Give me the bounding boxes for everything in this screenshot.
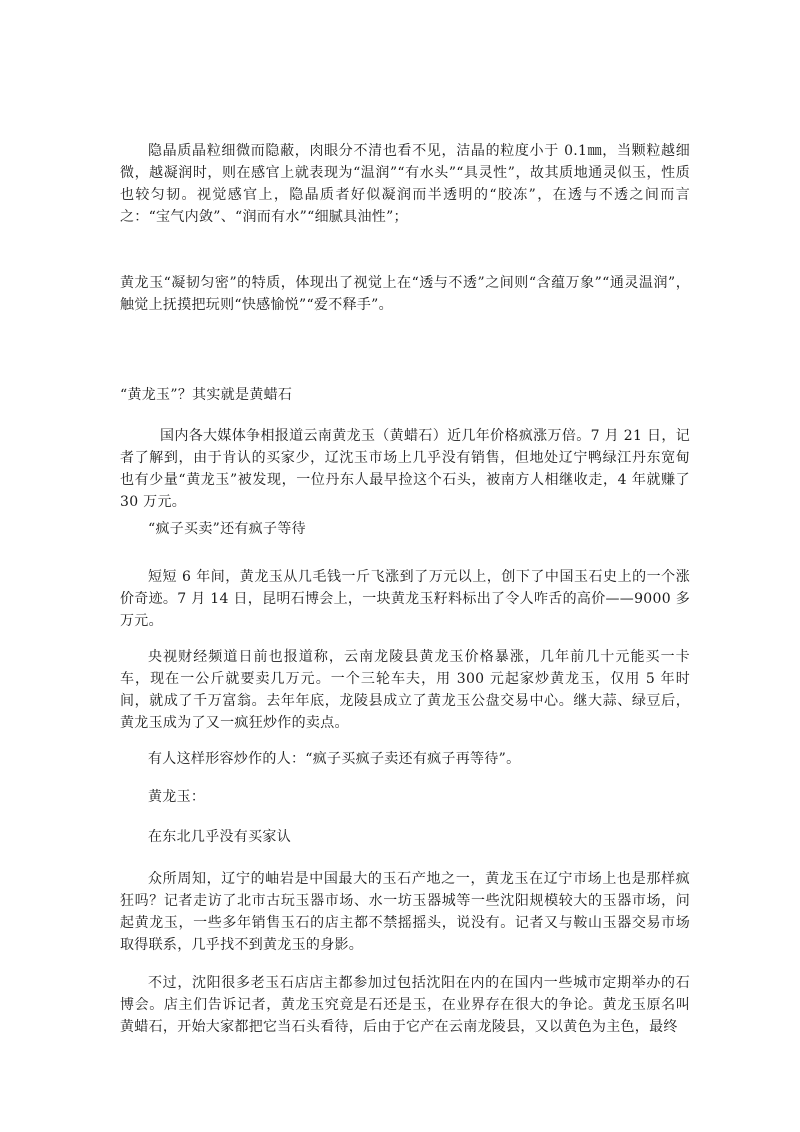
paragraph-crystal-grain: 隐晶质晶粒细微而隐蔽，肉眼分不清也看不见，洁晶的粒度小于 0.1㎜，当颗粒越细微，越凝润时，则在感官上就表现为“温润”“有水头”“具灵性”，故其质地通灵似玉，性质也较匀韧。视觉感官上，隐晶质者好似凝润而半透明的“胶冻”，在透与不透之间而言之：“宝气内敛”、“润而有水”“细腻具油性”； [120, 143, 690, 225]
paragraph-price-miracle: 短短 6 年间，黄龙玉从几毛钱一斤飞涨到了万元以上，创下了中国玉石史上的一个涨价奇迹。7 月 14 日，昆明石博会上，一块黄龙玉籽料标出了令人咋舌的高价——9000 多万元。 [120, 569, 690, 629]
paragraph-cctv-report: 央视财经频道日前也报道称，云南龙陵县黄龙玉价格暴涨，几年前几十元能买一卡车，现在一公斤就要卖几万元。一个三轮车夫，用 300 元起家炒黄龙玉，仅用 5 年时间，就成了千万富翁。去年年底，龙陵县成立了黄龙玉公盘交易中心。继大蒜、绿豆后，黄龙玉成为了又一疯狂炒作的卖点。 [120, 649, 690, 731]
section-heading-huanglaishi: “黄龙玉”？其实就是黄蜡石 [120, 387, 293, 403]
section-heading-northeast: 在东北几乎没有买家认 [148, 829, 291, 845]
paragraph-huanglong-traits: 黄龙玉“凝韧匀密”的特质，体现出了视觉上在“透与不透”之间则“含蕴万象”“通灵温润”，触觉上抚摸把玩则“快感愉悦”“爱不释手”。 [120, 275, 690, 313]
paragraph-stone-expo: 不过，沈阳很多老玉石店店主都参加过包括沈阳在内的在国内一些城市定期举办的石博会。店主们告诉记者，黄龙玉究竟是石还是玉，在业界存在很大的争论。黄龙玉原名叫黄蜡石，开始大家都把它当石头看待，后由于它产在云南龙陵县，又以黄色为主色，最终 [120, 975, 690, 1035]
section-heading-crazy-trade: “疯子买卖”还有疯子等待 [148, 521, 306, 537]
paragraph-media-reports: 国内各大媒体争相报道云南黄龙玉（黄蜡石）近几年价格疯涨万倍。7 月 21 日，记者了解到，由于肯认的买家少，辽沈玉市场上几乎没有销售，但地处辽宁鸭绿江丹东宽甸也有少量“黄龙玉”被发现，一位丹东人最早捡这个石头，被南方人相继收走，4 年就赚了 30 万元。 [120, 428, 690, 510]
paragraph-liaoning-market: 众所周知，辽宁的岫岩是中国最大的玉石产地之一，黄龙玉在辽宁市场上也是那样疯狂吗？记者走访了北市古玩玉器市场、水一坊玉器城等一些沈阳规模较大的玉器市场，问起黄龙玉，一些多年销售玉石的店主都不禁摇摇头，说没有。记者又与鞍山玉器交易市场取得联系，几乎找不到黄龙玉的身影。 [120, 871, 690, 953]
paragraph-speculation-quote: 有人这样形容炒作的人：“疯子买疯子卖还有疯子再等待”。 [148, 751, 521, 767]
section-heading-huanglongyu: 黄龙玉： [148, 789, 206, 805]
